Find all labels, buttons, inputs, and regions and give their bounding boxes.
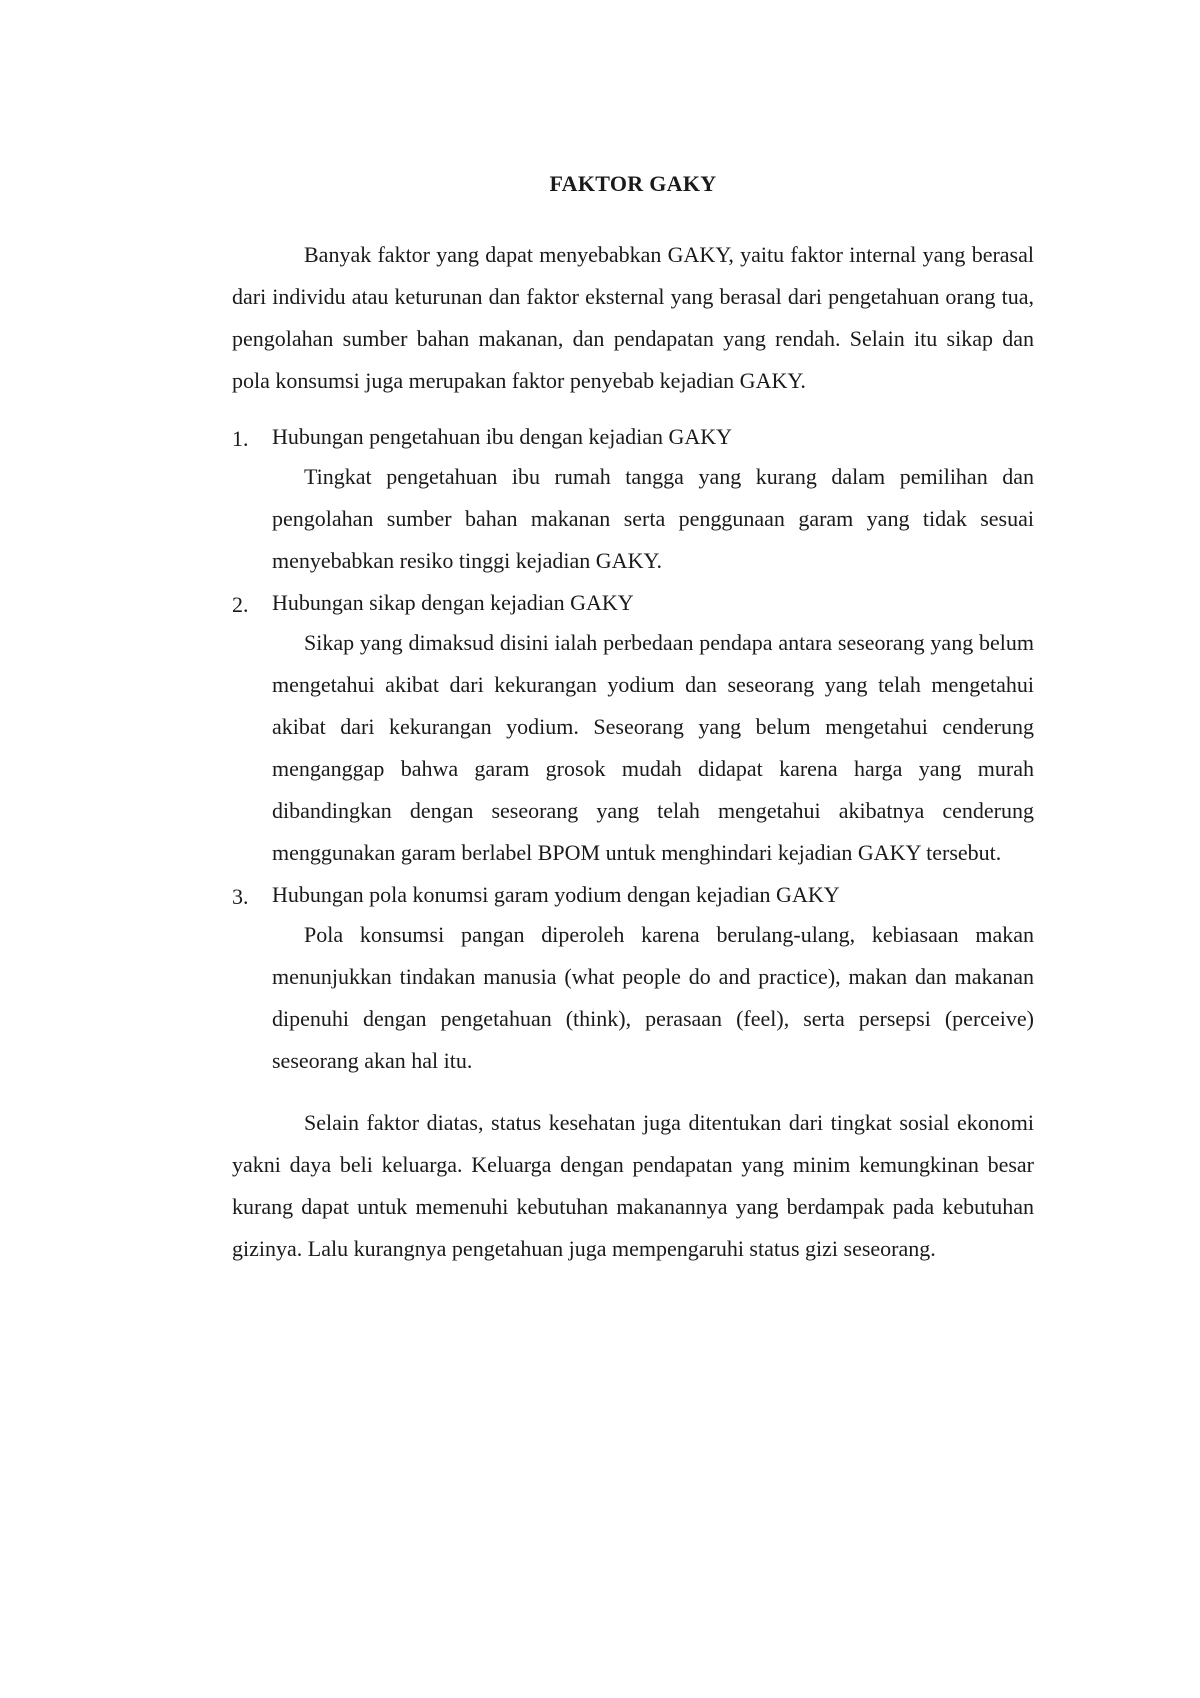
document-content — [232, 170, 1034, 1270]
list-item-number: 2. — [232, 592, 249, 617]
intro-paragraph: Banyak faktor yang dapat menyebabkan GAKY, yaitu faktor internal yang berasal dari individu atau keturunan dan faktor eksternal yang berasal dari pengetahuan orang tua, pengolahan sumber bahan makanan, dan pendapatan yang rendah. Selain itu sikap dan pola konsumsi juga merupakan faktor penyebab kejadian GAKY. — [232, 242, 1034, 393]
list-item-body: Pola konsumsi pangan diperoleh karena berulang-ulang, kebiasaan makan menunjukkan tindakan manusia (what people do and practice), makan dan makanan dipenuhi dengan pengetahuan (think), perasaan (feel), serta persepsi (perceive) seseorang akan hal itu. — [272, 922, 1034, 1073]
list-item-heading: Hubungan pengetahuan ibu dengan kejadian GAKY — [272, 424, 733, 449]
list-item — [232, 584, 1034, 874]
list-item-body: Sikap yang dimaksud disini ialah perbedaan pendapa antara seseorang yang belum mengetahui akibat dari kekurangan yodium dan seseorang yang telah mengetahui akibat dari kekurangan yodium. Seseorang yang belum mengetahui cenderung menganggap bahwa garam grosok mudah didapat karena harga yang murah dibandingkan dengan seseorang yang telah mengetahui akibatnya cenderung menggunakan garam berlabel BPOM untuk menghindari kejadian GAKY tersebut. — [272, 630, 1034, 865]
page-title: FAKTOR GAKY — [549, 171, 717, 196]
list-item-heading: Hubungan pola konumsi garam yodium dengan kejadian GAKY — [272, 882, 840, 907]
list-item-number: 1. — [232, 426, 249, 451]
closing-paragraph: Selain faktor diatas, status kesehatan juga ditentukan dari tingkat sosial ekonomi yakni daya beli keluarga. Keluarga dengan pendapatan yang minim kemungkinan besar kurang dapat untuk memenuhi kebutuhan makanannya yang berdampak pada kebutuhan gizinya. Lalu kurangnya pengetahuan juga mempengaruhi status gizi seseorang. — [232, 1110, 1034, 1261]
list-item-body: Tingkat pengetahuan ibu rumah tangga yang kurang dalam pemilihan dan pengolahan sumber bahan makanan serta penggunaan garam yang tidak sesuai menyebabkan resiko tinggi kejadian GAKY. — [272, 464, 1034, 573]
list-item — [232, 418, 1034, 582]
list-item-heading: Hubungan sikap dengan kejadian GAKY — [272, 590, 634, 615]
factor-list — [232, 418, 1034, 1082]
list-item-number: 3. — [232, 884, 249, 909]
list-item — [232, 876, 1034, 1082]
